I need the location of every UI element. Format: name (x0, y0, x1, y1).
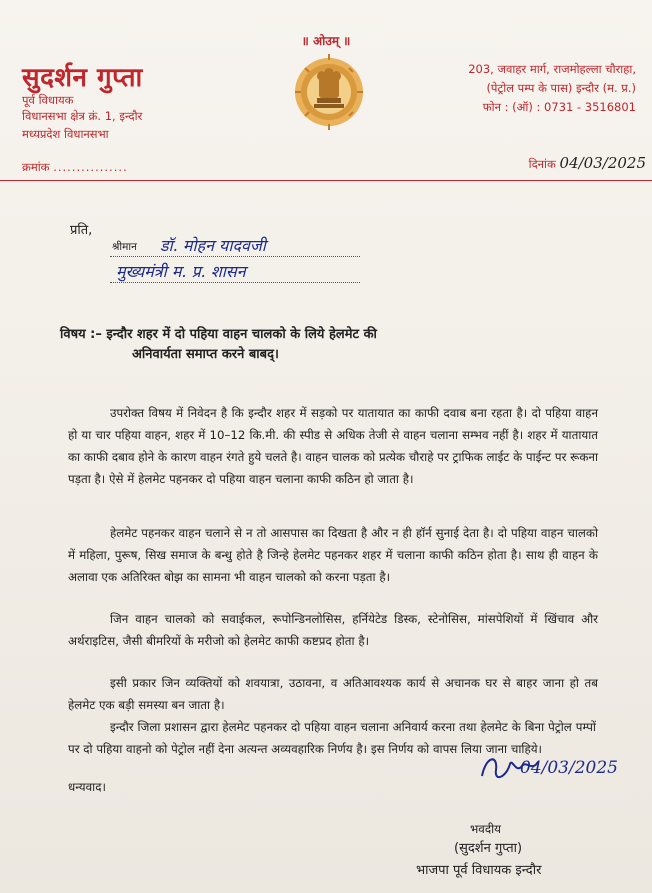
subject-block (60, 324, 377, 346)
dotted-line-2 (110, 282, 360, 283)
recipient-name: डॉ. मोहन यादवजी (160, 236, 266, 255)
kramank-label: क्रमांक (22, 160, 50, 174)
header-divider (0, 180, 652, 181)
shriman: श्रीमान (112, 241, 137, 253)
dotted-line-1 (110, 256, 360, 257)
date-field (529, 154, 646, 172)
phone-line: फोन : (ऑ) : 0731 - 3516801 (482, 100, 636, 114)
signatory-title: भाजपा पूर्व विधायक इन्दौर (416, 863, 542, 878)
assembly-line: मध्यप्रदेश विधानसभा (22, 127, 109, 141)
constituency-line: विधानसभा क्षेत्र क्रं. 1, इन्दौर (22, 109, 143, 123)
address-block (468, 60, 636, 117)
paragraph-4: इसी प्रकार जिन व्यक्तियों को शवयात्रा, उठावना, व अतिआवश्यक कार्य से अचानक घर से बाहर जाना हो तब हेलमेट एक बड़ी समस्या बन जाता है। (68, 676, 598, 712)
date-label: दिनांक (528, 157, 556, 171)
former-mla-line: पूर्व विधायक (22, 93, 74, 107)
signatory-name: (सुदर्शन गुप्ता) (454, 841, 523, 856)
subject-line-2: अनिवार्यता समाप्त करने बाबद्। (132, 347, 279, 362)
om-text: ॥ ओउम् ॥ (301, 34, 351, 48)
thanks: धन्यवाद। (68, 780, 106, 794)
paragraph-1: उपरोक्त विषय में निवेदन है कि इन्दौर शहर में सड़को पर यातायात का काफी दवाब बना रहता है। दो पहिया वाहन हो या चार पहिया वाहन, शहर में 10–12 कि.मी. की स्पीड से अधिक तेजी से वाहन चलाना सम्भव नहीं है। शहर में यातायात का काफी दबाव होने के कारण वाहन रंगते हुये चलते है। वाहन चालक को प्रत्येक चौराहे पर ट्राफिक लाईट के पाईन्ट पर रूकना पड़ता है। ऐसे में हेलमेट पहनकर दो पहिया वाहन चलाना काफी कठिन हो जाता है। (68, 406, 598, 486)
subject-line-1: इन्दौर शहर में दो पहिया वाहन चालको के लिये हेलमेट की (106, 327, 377, 342)
signature-date: 04/03/2025 (520, 758, 618, 778)
bhavdiya: भवदीय (470, 822, 502, 836)
address-line-1: 203, जवाहर मार्ग, राजमोहल्ला चौराहा, (468, 62, 636, 76)
date-value: 04/03/2025 (559, 154, 646, 172)
subject-label: विषय :– (60, 327, 102, 342)
recipient-post: मुख्यमंत्री म. प्र. शासन (116, 262, 246, 281)
kramank-dots: ................ (53, 160, 128, 174)
address-line-2: (पेट्रोल पम्प के पास) इन्दौर (म. प्र.) (486, 81, 636, 95)
kramank (22, 160, 128, 175)
paragraph-2: हेलमेट पहनकर वाहन चलाने से न तो आसपास का दिखता है और न ही हॉर्न सुनाई देता है। दो पहिया वाहन चालको में महिला, पुरूष, सिख समाज के बन्धु होते है जिन्हे हेलमेट पहनकर शहर में चलाना काफी कठिन होता है। साथ ही वाहन के अलावा एक अतिरिक्त बोझ का सामना भी वाहन चालको को करना पड़ता है। (68, 526, 598, 584)
paragraph-5: इन्दौर जिला प्रशासन द्वारा हेलमेट पहनकर दो पहिया वाहन चलाना अनिवार्य करना तथा हेलमेट के बिना पेट्रोल पम्पों पर दो पहिया वाहनो को पेट्रोल नहीं देना अत्यन्त अव्यवहारिक निर्णय है। इस निर्णय को वापस लिया जाना चाहिये। (68, 720, 596, 756)
prati: प्रति, (70, 223, 93, 238)
paragraph-3: जिन वाहन चालको को सवाईकल, रूपोन्डिनलोसिस, हर्नियेटेड डिस्क, स्टेनोसिस, मांसपेशियों में खिंचाव और अर्थराइटिस, जैसी बीमरियों के मरीजो को हेलमेट काफी कष्टप्रद होता है। (68, 612, 598, 648)
letterhead-name: सुदर्शन गुप्ता (22, 63, 143, 93)
state-emblem-icon (292, 46, 366, 138)
